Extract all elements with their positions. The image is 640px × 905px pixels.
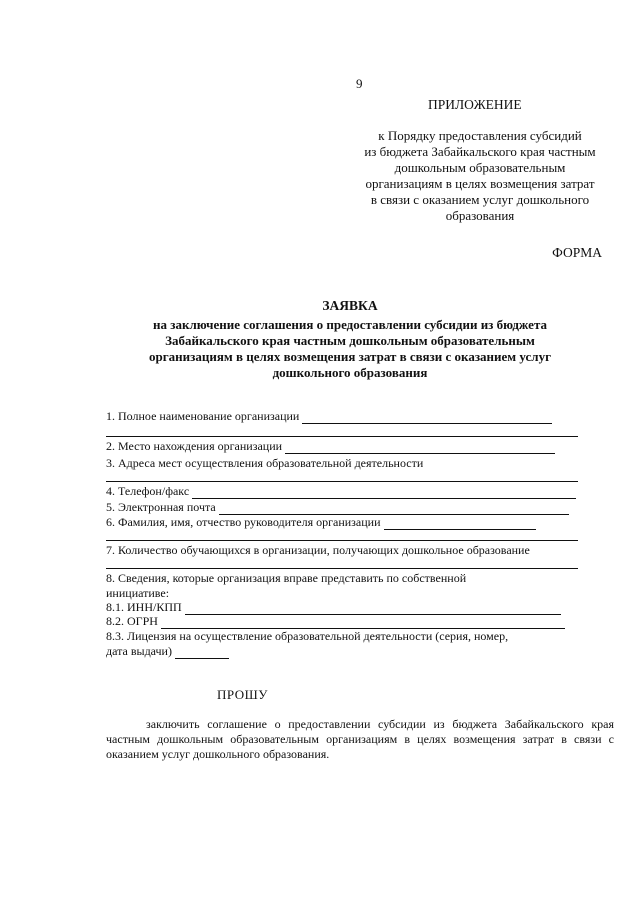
appendix-line: образования (445, 208, 515, 223)
field-8-row (106, 571, 466, 586)
field-2-row (106, 439, 555, 454)
field-4-label: 4. Телефон/факс (106, 484, 190, 498)
field-7-input-line[interactable] (106, 568, 578, 569)
field-5-row (106, 500, 569, 515)
field-8-1-label: 8.1. ИНН/КПП (106, 600, 182, 614)
field-8-3-label: 8.3. Лицензия на осуществление образовательной деятельности (серия, номер, (106, 629, 509, 643)
field-8-2-input-line[interactable] (161, 617, 565, 629)
field-7-label: 7. Количество обучающихся в организации, получающих дошкольное образование (106, 543, 530, 557)
form-label: ФОРМА (552, 245, 602, 260)
field-3-label: 3. Адреса мест осуществления образовательной деятельности (106, 456, 424, 470)
field-4-row (106, 484, 576, 499)
field-8-3-row (106, 629, 508, 644)
subtitle-line: организациям в целях возмещения затрат в связи с оказанием услуг (149, 349, 551, 364)
field-8-label-2: инициативе: (106, 586, 170, 600)
field-1-input-line[interactable] (302, 412, 552, 424)
appendix-line: к Порядку предоставления субсидий (378, 128, 582, 143)
subtitle-line: дошкольного образования (272, 365, 428, 380)
field-8-2-row (106, 614, 565, 629)
field-3-row (106, 456, 423, 471)
subtitle-line: Забайкальского края частным дошкольным образовательным (165, 333, 535, 348)
appendix-line: дошкольным образовательным (394, 160, 566, 175)
appendix-description (332, 128, 628, 224)
field-1-label: 1. Полное наименование организации (106, 409, 300, 423)
field-1-extra-line[interactable] (106, 436, 578, 437)
appendix-line: организациям в целях возмещения затрат (365, 176, 595, 191)
field-6-extra-line[interactable] (106, 540, 578, 541)
field-2-input-line[interactable] (285, 442, 555, 454)
field-5-label: 5. Электронная почта (106, 500, 216, 514)
subtitle-line: на заключение соглашения о предоставлении субсидии из бюджета (153, 317, 547, 332)
field-8-1-row (106, 600, 561, 615)
field-1-row (106, 409, 552, 424)
field-6-label: 6. Фамилия, имя, отчество руководителя организации (106, 515, 381, 529)
field-8-3-row-2 (106, 644, 229, 659)
document-title: ЗАЯВКА (322, 298, 378, 313)
field-8-row-2 (106, 586, 169, 601)
field-8-3-label-2: дата выдачи) (106, 644, 172, 658)
field-4-input-line[interactable] (192, 487, 576, 499)
request-heading: ПРОШУ (217, 687, 268, 702)
field-8-2-label: 8.2. ОГРН (106, 614, 158, 628)
field-6-input-line[interactable] (384, 518, 536, 530)
appendix-line: в связи с оказанием услуг дошкольного (370, 192, 590, 207)
field-5-input-line[interactable] (219, 503, 569, 515)
page-number: 9 (356, 76, 363, 91)
request-text: заключить соглашение о предоставлении субсидии из бюджета Забайкальского края частным дошкольным образовательным организациям в целях возмещения затрат в связи с оказанием услуг дошкольного образования. (106, 717, 614, 761)
document-subtitle (100, 317, 600, 381)
field-3-input-line[interactable] (106, 481, 578, 482)
field-2-label: 2. Место нахождения организации (106, 439, 283, 453)
field-6-row (106, 515, 536, 530)
appendix-title: ПРИЛОЖЕНИЕ (428, 97, 522, 112)
appendix-line: из бюджета Забайкальского края частным (364, 144, 596, 159)
field-8-3-input-line[interactable] (175, 647, 229, 659)
field-8-label: 8. Сведения, которые организация вправе представить по собственной (106, 571, 467, 585)
field-7-row (106, 543, 530, 558)
